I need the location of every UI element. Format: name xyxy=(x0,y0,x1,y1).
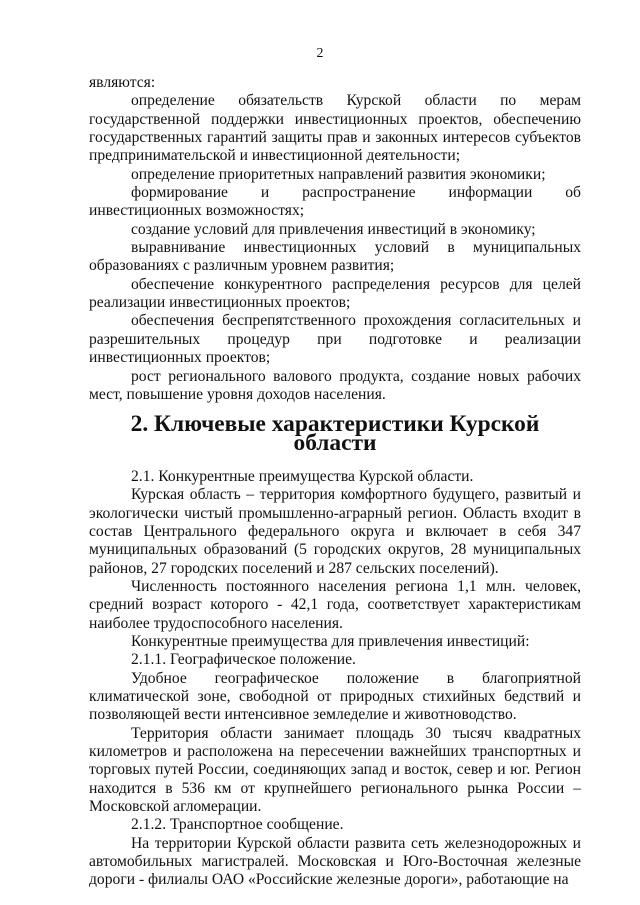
subsection-title: 2.1. Конкурентные преимущества Курской области. xyxy=(131,467,474,485)
subsection-title: 2.1.2. Транспортное сообщение. xyxy=(131,816,344,834)
list-item: рост регионального валового продукта, создание новых рабочих мест, повышение уровня доходов населения. xyxy=(89,367,581,403)
paragraph: На территории Курской области развита сеть железнодорожных и автомобильных магистралей. Московская и Юго-Восточная железные дороги - филиалы ОАО «Российские железные дороги», работающие на xyxy=(89,834,581,889)
list-item: обеспечение конкурентного распределения ресурсов для целей реализации инвестиционных проектов; xyxy=(89,275,581,312)
paragraph: Курская область – территория комфортного будущего, развитый и экологически чистый промышленно-аграрный регион. Область входит в состав Центрального федерального округа и включает в себя 347 муниципальных образований (5 городских округов, 28 муниципальных районов, 27 городских поселений и 287 сельских поселений). xyxy=(89,486,581,577)
page-number: 2 xyxy=(316,46,324,61)
document-body xyxy=(89,74,581,890)
list-item: обеспечения беспрепятственного прохождения согласительных и разрешительных процедур при подготовке и реализации инвестиционных проектов; xyxy=(89,312,581,367)
subsection-title: 2.1.1. Географическое положение. xyxy=(131,651,356,669)
list-item: определение обязательств Курской области по мерам государственной поддержки инвестиционных проектов, обеспечению государственных гарантий защиты прав и законных интересов субъектов предпринимательской и инвестиционной деятельности; xyxy=(89,92,581,165)
paragraph: Территория области занимает площадь 30 тысяч квадратных километров и расположена на пересечении важнейших транспортных и торговых путей России, соединяющих запад и восток, север и юг. Регион находится в 536 км от крупнейшего регионального рынка России – Московской агломерации. xyxy=(89,724,581,816)
paragraph: Численность постоянного населения региона 1,1 млн. человек, средний возраст которого - 42,1 года, соответствует характеристикам наиболее трудоспособного населения. xyxy=(89,577,581,632)
list-item: создание условий для привлечения инвестиций в экономику; xyxy=(131,220,536,238)
list-item: выравнивание инвестиционных условий в муниципальных образованиях с различным уровнем развития; xyxy=(89,239,581,275)
list-item: определение приоритетных направлений развития экономики; xyxy=(131,165,546,183)
paragraph: Конкурентные преимущества для привлечения инвестиций: xyxy=(131,632,530,650)
paragraph: являются: xyxy=(89,74,156,91)
section-heading: 2. Ключевые характеристики Курской области xyxy=(130,411,540,456)
list-item: формирование и распространение информации об инвестиционных возможностях; xyxy=(89,184,581,220)
paragraph: Удобное географическое положение в благоприятной климатической зоне, свободной от природных стихийных бедствий и позволяющей вести интенсивное земледелие и животноводство. xyxy=(89,669,581,724)
